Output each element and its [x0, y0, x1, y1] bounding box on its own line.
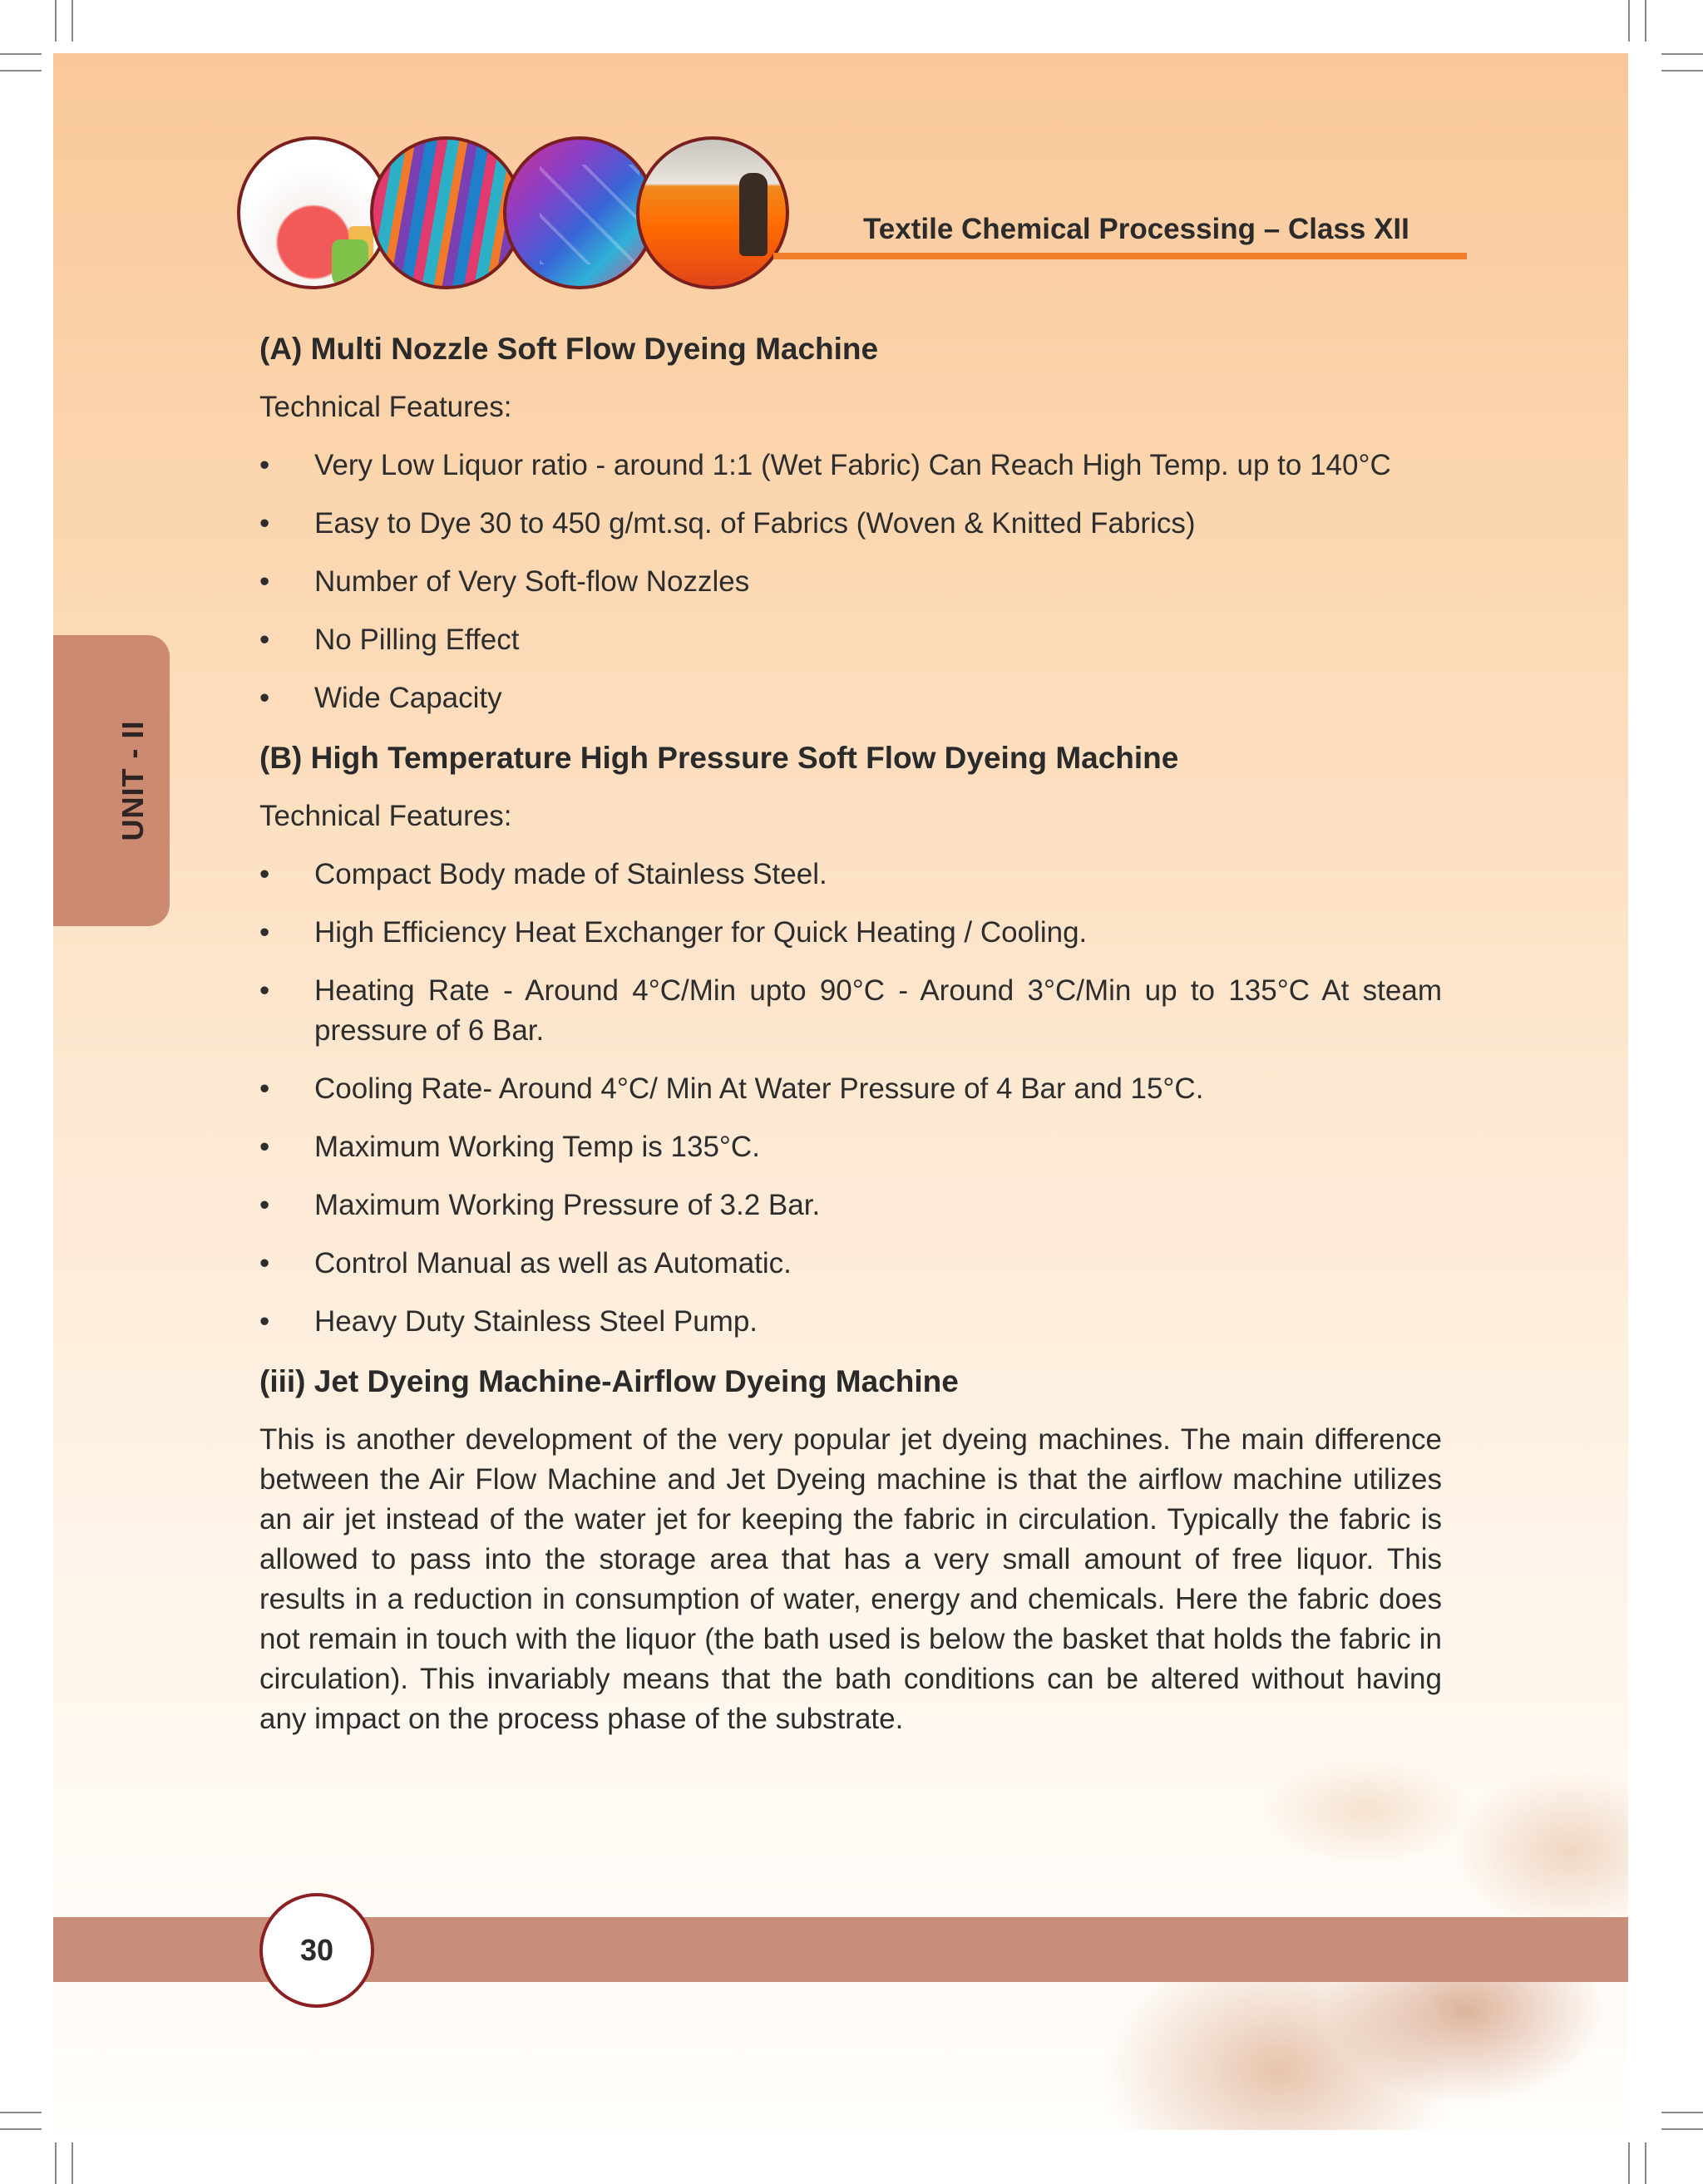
list-item-text: Heavy Duty Stainless Steel Pump.: [314, 1305, 758, 1338]
crop-mark: [1661, 70, 1703, 71]
crop-mark: [0, 2128, 42, 2130]
section-b-subheading: Technical Features:: [259, 800, 512, 832]
crop-mark: [72, 0, 73, 42]
list-item: [259, 1127, 1442, 1167]
list-item-text: Maximum Working Pressure of 3.2 Bar.: [314, 1189, 821, 1221]
lab-flask-image: [237, 136, 390, 289]
list-item-text: Control Manual as well as Automatic.: [314, 1247, 792, 1279]
list-item: [259, 1244, 1442, 1284]
section-a-heading: (A) Multi Nozzle Soft Flow Dyeing Machine: [259, 332, 879, 366]
crop-mark: [1661, 2128, 1703, 2130]
list-item: [259, 855, 1442, 895]
section-a-list: [259, 446, 1442, 718]
bullet-glyph: •: [259, 449, 270, 481]
section-c-heading: (iii) Jet Dyeing Machine-Airflow Dyeing Machine: [259, 1364, 959, 1398]
section-b-heading: (B) High Temperature High Pressure Soft Flow Dyeing Machine: [259, 741, 1179, 775]
list-item-text: Wide Capacity: [314, 682, 502, 714]
list-item: [259, 620, 1442, 660]
header-underline: [773, 253, 1467, 259]
bullet-glyph: •: [259, 682, 270, 714]
list-item-text: Number of Very Soft-flow Nozzles: [314, 565, 750, 598]
list-item: [259, 562, 1442, 602]
list-item-text: Compact Body made of Stainless Steel.: [314, 858, 827, 890]
bullet-glyph: •: [259, 916, 270, 949]
list-item: [259, 446, 1442, 486]
flask-shape: [332, 239, 368, 289]
bullet-glyph: •: [259, 507, 270, 540]
crop-mark: [1661, 53, 1703, 55]
list-item: [259, 678, 1442, 718]
crop-mark: [55, 2142, 57, 2184]
page-number: 30: [259, 1893, 374, 2008]
bullet-glyph: •: [259, 1247, 270, 1279]
bullet-glyph: •: [259, 858, 270, 890]
list-item: [259, 1186, 1442, 1225]
worker-figure: [739, 173, 768, 256]
list-item-text: Cooling Rate- Around 4°C/ Min At Water Pressure of 4 Bar and 15°C.: [314, 1072, 1204, 1105]
crop-mark: [0, 53, 42, 55]
bullet-glyph: •: [259, 624, 270, 656]
header-title: Textile Chemical Processing – Class XII: [863, 213, 1409, 245]
list-item-text: Easy to Dye 30 to 450 g/mt.sq. of Fabrics (Woven & Knitted Fabrics): [314, 507, 1196, 540]
list-item: [259, 971, 1442, 1051]
crop-mark: [1628, 2142, 1630, 2184]
dye-powder-image: [503, 136, 656, 289]
section-b-list: [259, 855, 1442, 1342]
bullet-glyph: •: [259, 1072, 270, 1105]
crop-mark: [72, 2142, 73, 2184]
bullet-glyph: •: [259, 1131, 270, 1163]
crop-mark: [1645, 2142, 1646, 2184]
crop-mark: [1661, 2112, 1703, 2113]
section-a-subheading: Technical Features:: [259, 391, 512, 423]
list-item: [259, 913, 1442, 953]
page-content: [259, 328, 1442, 1739]
list-item-text: High Efficiency Heat Exchanger for Quick Heating / Cooling.: [314, 916, 1088, 949]
list-item-text: No Pilling Effect: [314, 624, 520, 656]
bullet-glyph: •: [259, 565, 270, 598]
bullet-glyph: •: [259, 974, 270, 1007]
list-item: [259, 1302, 1442, 1342]
list-item: [259, 504, 1442, 544]
crop-mark: [55, 0, 57, 42]
fabric-machine-image: [636, 136, 789, 289]
list-item-text: Maximum Working Temp is 135°C.: [314, 1131, 760, 1163]
dyed-yarn-image: [370, 136, 523, 289]
crop-mark: [1645, 0, 1646, 42]
list-item: [259, 1069, 1442, 1109]
unit-label: UNIT - II: [116, 720, 150, 841]
crop-mark: [1628, 0, 1630, 42]
list-item-text: Very Low Liquor ratio - around 1:1 (Wet Fabric) Can Reach High Temp. up to 140°C: [314, 449, 1391, 481]
crop-mark: [0, 2112, 42, 2113]
list-item-text: Heating Rate - Around 4°C/Min upto 90°C - Around 3°C/Min up to 135°C At steam pressure of 6 Bar.: [314, 974, 1442, 1047]
bullet-glyph: •: [259, 1305, 270, 1338]
header-image-circles: [237, 136, 786, 294]
crop-mark: [0, 70, 42, 71]
unit-tab: [53, 635, 170, 926]
bullet-glyph: •: [259, 1189, 270, 1221]
section-c-paragraph: This is another development of the very popular jet dyeing machines. The main difference between the Air Flow Machine and Jet Dyeing machine is that the airflow machine utilizes an air jet instead of the water jet for keeping the fabric in circulation. Typically the fabric is allowed to pass into the storage area that has a very small amount of free liquor. This results in a reduction in consumption of water, energy and chemicals. Here the fabric does not remain in touch with the liquor (the bath used is below the basket that holds the fabric in circulation). This invariably means that the bath conditions can be altered without having any impact on the process phase of the substrate.: [259, 1423, 1442, 1735]
